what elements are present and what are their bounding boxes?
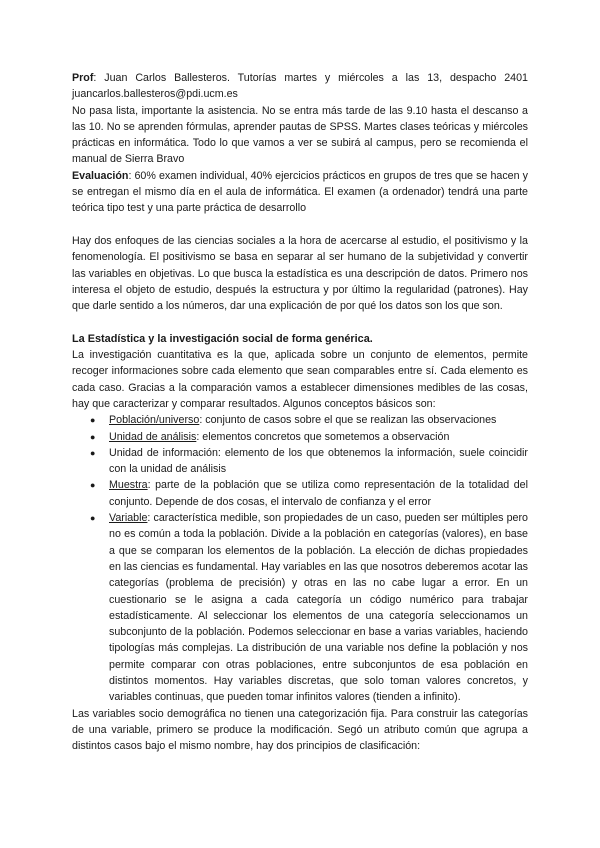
prof-label: Prof (72, 72, 94, 84)
evaluation-text: : 60% examen individual, 40% ejercicios prácticos en grupos de tres que se hacen y se entregan el mismo día en el aula de informática. El examen (a ordenador) tendrá una parte teórica tipo test y una parte práctica de desarrollo (72, 169, 528, 215)
prof-text: : Juan Carlos Ballesteros. Tutorías martes y miércoles a las 13, despacho 2401 juancarlos.ballesteros@pdi.ucm.es (72, 72, 528, 101)
concept-text: : característica medible, son propiedades de un caso, pueden ser múltiples pero no es común a toda la población. Divide a la población en categorías (valores), en base a que se comparan los elementos de la población. La elección de dichas propiedades en las ciencias es fundamental. Hay variables en las que nosotros deberemos acotar las categorías (problema de precisión) y otras en las no cabe lugar a error. En un cuestionario se le asigna a cada categoría un código numérico para trabajar estadísticamente. Al seleccionar los elementos de una categoría seleccionamos un subconjunto de la población. Podemos seleccionar en base a varias variables, haciendo tipologías más complejas. La distribución de una variable nos define la población y nos permite comparar con otras poblaciones, entre subconjuntos de esa población en distintos momentos. Hay variables discretas, que solo toman valores concretos, y variables continuas, que pueden tomar infinitos valores (tienden a infinito). (109, 512, 528, 704)
spacer (72, 314, 528, 330)
concept-text: : elemento de los que obtenemos la información, suele coincidir con la unidad de análisis (109, 446, 528, 476)
list-item (90, 510, 528, 706)
concept-term: Unidad de análisis (109, 430, 197, 443)
concept-term: Unidad de información (109, 446, 218, 459)
section-title: La Estadística y la investigación social de forma genérica. (72, 332, 373, 345)
list-item (90, 477, 528, 510)
intro-paragraph: Hay dos enfoques de las ciencias sociales a la hora de acercarse al estudio, el positivismo y la fenomenología. El positivismo se basa en separar al ser humano de la subjetividad y convertir las variables en objetivas. Lo que busca la estadística es una descripción de datos. Primero nos interesa el objeto de estudio, después la estructura y por último la regularidad (patrones). Hay que darle sentido a los números, dar una explicación de por qué los datos son los que son. (72, 234, 528, 313)
bullet-icon: ● (90, 415, 96, 426)
closing-paragraph: Las variables socio demográfica no tienen una categorización fija. Para construir las categorías de una variable, primero se produce la modificación. Segó un atributo común que agrupa a distintos casos bajo el mismo nombre, hay dos principios de clasificación: (72, 707, 528, 753)
bullet-icon: ● (90, 431, 96, 442)
concept-text: : conjunto de casos sobre el que se realizan las observaciones (199, 414, 497, 427)
concept-text: : parte de la población que se utiliza como representación de la totalidad del conjunto. Depende de dos cosas, el intervalo de confianza y el error (109, 479, 528, 508)
evaluation-line (72, 168, 528, 217)
list-item (90, 445, 528, 478)
concept-term: Población/universo (109, 414, 200, 427)
section-paragraph: La investigación cuantitativa es la que, aplicada sobre un conjunto de elementos, permite recoger informaciones sobre cada elemento que sean comparables entre sí. Cada elemento es cada caso. Gracias a la comparación vamos a establecer dimensiones medibles de las cosas, hay que caracterizar y comparar resultados. Algunos conceptos básicos son: (72, 349, 528, 410)
professor-line (72, 70, 528, 103)
bullet-icon: ● (90, 513, 96, 524)
list-item (90, 412, 528, 428)
spacer (72, 217, 528, 233)
course-info: No pasa lista, importante la asistencia. No se entra más tarde de las 9.10 hasta el descanso a las 10. No se aprenden fórmulas, aprender pautas de SPSS. Martes clases teóricas y miércoles prácticas en informática. Todo lo que vamos a ver se subirá al campus, pero se recomienda el manual de Sierra Bravo (72, 104, 528, 166)
concept-term: Muestra (109, 479, 148, 492)
document-page (72, 70, 528, 754)
bullet-icon: ● (90, 447, 96, 458)
concept-list (72, 412, 528, 705)
list-item (90, 429, 528, 445)
evaluation-label: Evaluación (72, 169, 129, 182)
concept-term: Variable (109, 512, 148, 525)
concept-text: : elementos concretos que sometemos a observación (196, 430, 450, 443)
bullet-icon: ● (90, 480, 96, 491)
